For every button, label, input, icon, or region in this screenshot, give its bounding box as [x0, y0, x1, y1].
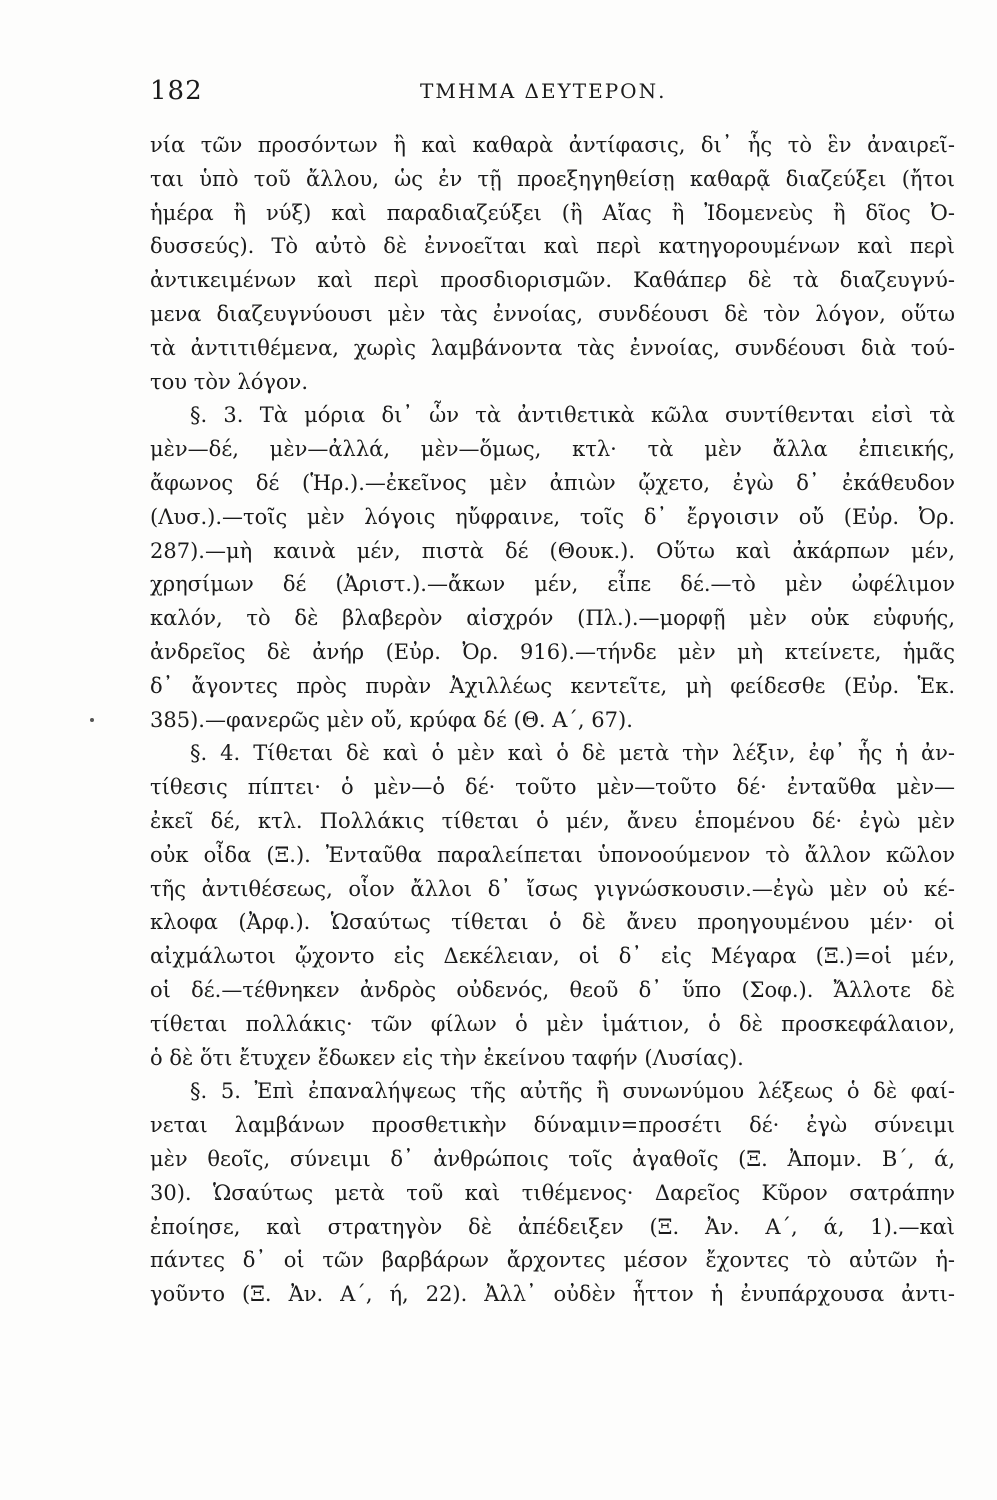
text-line: νεται λαμβάνων προσθετικὴν δύναμιν=προσέτι δέ· ἐγὼ σύνειμι [150, 1113, 955, 1138]
text-line: τίθεται πολλάκις· τῶν φίλων ὁ μὲν ἱμάτιον, ὁ δὲ προσκεφάλαιον, [150, 1011, 955, 1036]
page-number: 182 [150, 76, 203, 106]
text-line: ἀνδρεῖος δὲ ἀνήρ (Εὐρ. Ὀρ. 916).—τήνδε μὲν μὴ κτείνετε, ἡμᾶς [150, 639, 955, 664]
text-line: ἐκεῖ δέ, κτλ. Πολλάκις τίθεται ὁ μέν, ἄνευ ἑπομένου δέ· ἐγὼ μὲν [150, 808, 955, 833]
text-line: τὰ ἀντιτιθέμενα, χωρὶς λαμβάνοντα τὰς ἐννοίας, συνδέουσι διὰ τού- [150, 335, 955, 360]
text-line: του τὸν λόγον. [150, 369, 308, 394]
text-line: ται ὑπὸ τοῦ ἄλλου, ὡς ἐν τῇ προεξηγηθείσῃ καθαρᾷ διαζεύξει (ἤτοι [150, 166, 955, 191]
running-head: ΤΜΗΜΑ ΔΕΥΤΕΡΟΝ. [420, 79, 667, 103]
section-5-heading-line: §. 5. Ἐπὶ ἐπαναλήψεως τῆς αὐτῆς ἢ συνωνύμου λέξεως ὁ δὲ φαί- [190, 1079, 955, 1104]
text-line: οὐκ οἶδα (Ξ.). Ἐνταῦθα παραλείπεται ὑπονοούμενον τὸ ἄλλον κῶλον [150, 842, 955, 867]
text-line: οἱ δέ.—τέθνηκεν ἀνδρὸς οὐδενός, θεοῦ δ᾽ ὕπο (Σοφ.). Ἄλλοτε δὲ [150, 977, 955, 1002]
page-header [150, 76, 850, 116]
text-line: 385).—φανερῶς μὲν οὔ, κρύφα δέ (Θ. Α΄, 67). [150, 707, 633, 732]
text-line: ἐποίησε, καὶ στρατηγὸν δὲ ἀπέδειξεν (Ξ. Ἀν. Α΄, ά, 1).—καὶ [150, 1214, 955, 1239]
text-line: νία τῶν προσόντων ἢ καὶ καθαρὰ ἀντίφασις, δι᾽ ἧς τὸ ἓν ἀναιρεῖ- [150, 133, 955, 157]
text-line: πάντες δ᾽ οἱ τῶν βαρβάρων ἄρχοντες μέσον ἔχοντες τὸ αὐτῶν ἡ- [150, 1248, 955, 1273]
text-line: χρησίμων δέ (Ἀριστ.).—ἄκων μέν, εἶπε δέ.—τὸ μὲν ὠφέλιμον [150, 572, 955, 597]
text-line: ἡμέρα ἢ νύξ) καὶ παραδιαζεύξει (ἢ Αἴας ἢ Ἰδομενεὺς ἢ δῖος Ὀ- [150, 200, 955, 225]
text-line: μενα διαζευγνύουσι μὲν τὰς ἐννοίας, συνδέουσι δὲ τὸν λόγον, οὕτω [150, 301, 955, 326]
text-line: (Λυσ.).—τοῖς μὲν λόγοις ηὔφραινε, τοῖς δ᾽ ἔργοισιν οὔ (Εὐρ. Ὀρ. [150, 504, 955, 529]
section-4-heading-line: §. 4. Τίθεται δὲ καὶ ὁ μὲν καὶ ὁ δὲ μετὰ τὴν λέξιν, ἐφ᾽ ἧς ἡ ἀν- [190, 741, 955, 766]
text-line: γοῦντο (Ξ. Ἀν. Α΄, ή, 22). Ἀλλ᾽ οὐδὲν ἧττον ἡ ἐνυπάρχουσα ἀντι- [150, 1282, 955, 1307]
text-line: καλόν, τὸ δὲ βλαβερὸν αἰσχρόν (Πλ.).—μορφῇ μὲν οὐκ εὐφυής, [150, 606, 955, 631]
text-line: τῆς ἀντιθέσεως, οἷον ἄλλοι δ᾽ ἴσως γιγνώσκουσιν.—ἐγὼ μὲν οὐ κέ- [150, 876, 955, 901]
text-line: ὁ δὲ ὅτι ἔτυχεν ἔδωκεν εἰς τὴν ἐκείνου ταφήν (Λυσίας). [150, 1045, 744, 1070]
body-text [150, 129, 955, 1312]
text-line: κλοφα (Ἀρφ.). Ὡσαύτως τίθεται ὁ δὲ ἄνευ προηγουμένου μέν· οἱ [150, 910, 955, 935]
text-line: ἀντικειμένων καὶ περὶ προσδιορισμῶν. Καθάπερ δὲ τὰ διαζευγνύ- [150, 268, 955, 293]
text-line: 287).—μὴ καινὰ μέν, πιστὰ δέ (Θουκ.). Οὕτω καὶ ἀκάρπων μέν, [150, 538, 955, 563]
text-line: αἰχμάλωτοι ᾤχοντο εἰς Δεκέλειαν, οἱ δ᾽ εἰς Μέγαρα (Ξ.)=οἱ μέν, [150, 944, 955, 969]
text-line: ἄφωνος δέ (Ἡρ.).—ἐκεῖνος μὲν ἀπιὼν ᾤχετο, ἐγὼ δ᾽ ἐκάθευδον [150, 470, 955, 495]
text-line: δυσσεύς). Τὸ αὐτὸ δὲ ἐννοεῖται καὶ περὶ κατηγορουμένων καὶ περὶ [150, 234, 955, 259]
ink-speck [90, 718, 94, 722]
text-line: μὲν θεοῖς, σύνειμι δ᾽ ἀνθρώποις τοῖς ἀγαθοῖς (Ξ. Ἀπομν. Β΄, ά, [150, 1146, 955, 1171]
text-line: τίθεσις πίπτει· ὁ μὲν—ὁ δέ· τοῦτο μὲν—τοῦτο δέ· ἐνταῦθα μὲν— [150, 775, 955, 800]
text-line: 30). Ὡσαύτως μετὰ τοῦ καὶ τιθέμενος· Δαρεῖος Κῦρον σατράπην [150, 1180, 955, 1205]
text-line: μὲν—δέ, μὲν—ἀλλά, μὲν—ὅμως, κτλ· τὰ μὲν ἄλλα ἐπιεικής, [150, 437, 955, 462]
section-3-heading-line: §. 3. Τὰ μόρια δι᾽ ὧν τὰ ἀντιθετικὰ κῶλα συντίθενται εἰσὶ τὰ [190, 403, 955, 428]
text-line: δ᾽ ἄγοντες πρὸς πυρὰν Ἀχιλλέως κεντεῖτε, μὴ φείδεσθε (Εὐρ. Ἑκ. [150, 673, 955, 698]
